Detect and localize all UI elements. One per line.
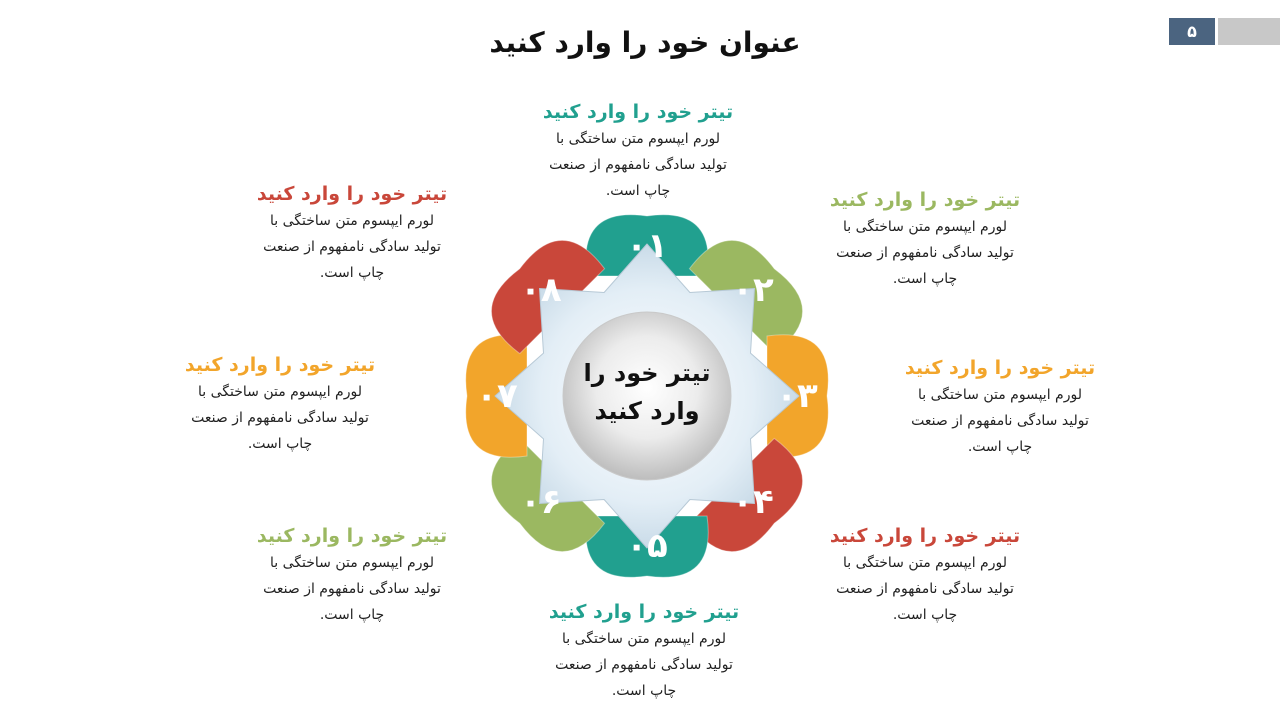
item-05 [524,599,764,704]
item-body-line: لورم ایپسوم متن ساختگی با [843,219,1007,235]
item-body [232,550,472,628]
center-title [563,354,731,430]
item-02 [805,187,1045,292]
center-title-line1: تیتر خود را [583,359,711,387]
item-body-line: تولید سادگی نامفهوم از صنعت [191,410,369,426]
item-body-line: تولید سادگی نامفهوم از صنعت [911,413,1089,429]
item-body [160,379,400,457]
petal-label-2: ۰۲ [732,269,774,310]
item-body-line: چاپ است. [605,183,671,199]
item-body [805,214,1045,292]
item-title: تیتر خود را وارد کنید [829,525,1021,547]
item-06 [232,523,472,628]
item-body-line: تولید سادگی نامفهوم از صنعت [555,657,733,673]
item-body [232,208,472,286]
item-body-line: چاپ است. [967,439,1033,455]
item-04 [805,523,1045,628]
item-title: تیتر خود را وارد کنید [184,354,376,376]
item-body [524,626,764,704]
petal-label-4: ۰۴ [732,482,774,523]
item-01 [518,99,758,204]
item-body-line: لورم ایپسوم متن ساختگی با [270,213,434,229]
item-body-line: تولید سادگی نامفهوم از صنعت [836,245,1014,261]
item-body-line: لورم ایپسوم متن ساختگی با [843,555,1007,571]
center-title-line2: وارد کنید [594,397,700,425]
petal-label-6: ۰۶ [520,482,562,523]
item-body-line: لورم ایپسوم متن ساختگی با [270,555,434,571]
item-body-line: لورم ایپسوم متن ساختگی با [556,131,720,147]
item-body-line: لورم ایپسوم متن ساختگی با [198,384,362,400]
item-body [880,382,1120,460]
item-title: تیتر خود را وارد کنید [542,101,734,123]
item-title: تیتر خود را وارد کنید [256,525,448,547]
item-body-line: چاپ است. [319,265,385,281]
item-body-line: چاپ است. [892,607,958,623]
slide-title: عنوان خود را وارد کنید [489,26,801,59]
item-body-line: تولید سادگی نامفهوم از صنعت [549,157,727,173]
item-body-line: تولید سادگی نامفهوم از صنعت [836,581,1014,597]
item-title: تیتر خود را وارد کنید [904,357,1096,379]
item-03 [880,355,1120,460]
item-body-line: تولید سادگی نامفهوم از صنعت [263,581,441,597]
item-body-line: لورم ایپسوم متن ساختگی با [918,387,1082,403]
petal-label-8: ۰۸ [520,269,562,310]
item-body-line: چاپ است. [247,436,313,452]
item-body-line: چاپ است. [611,683,677,699]
page-number-badge: ۵ [1169,18,1215,45]
item-title: تیتر خود را وارد کنید [548,601,740,623]
item-body [518,126,758,204]
petal-label-5: ۰۵ [626,526,668,566]
item-title: تیتر خود را وارد کنید [829,189,1021,211]
item-body [805,550,1045,628]
item-body-line: تولید سادگی نامفهوم از صنعت [263,239,441,255]
petal-label-7: ۰۷ [476,376,518,416]
item-07 [160,352,400,457]
item-08 [232,181,472,286]
petal-label-3: ۰۳ [776,376,818,416]
item-body-line: لورم ایپسوم متن ساختگی با [562,631,726,647]
petal-label-1: ۰۱ [626,226,668,266]
item-body-line: چاپ است. [892,271,958,287]
item-title: تیتر خود را وارد کنید [256,183,448,205]
item-body-line: چاپ است. [319,607,385,623]
